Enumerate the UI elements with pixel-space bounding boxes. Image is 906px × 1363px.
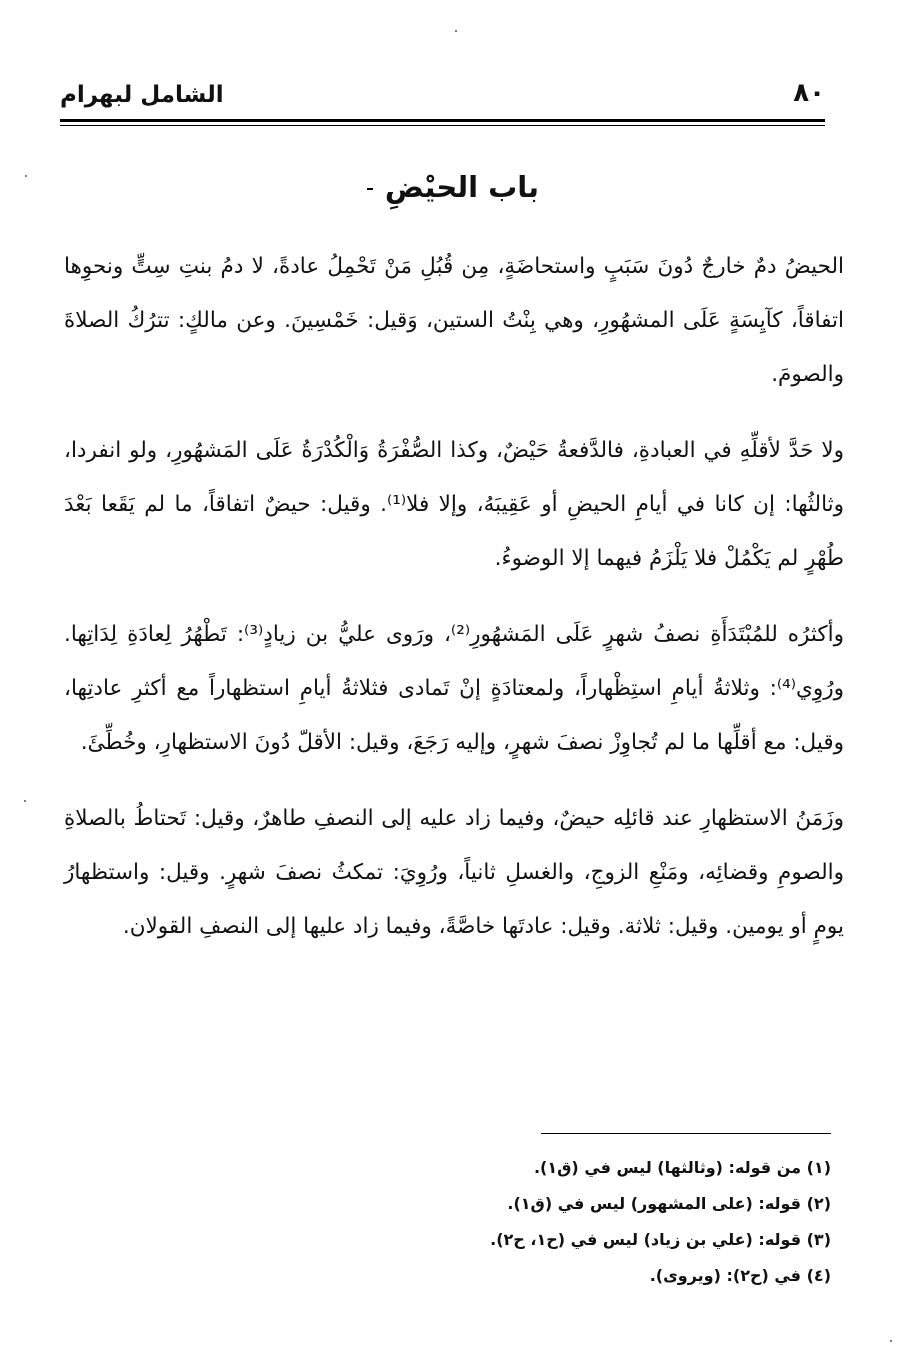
paragraph: ولا حَدَّ لأقلِّهِ في العبادةِ، فالدَّفعةُ حَيْضٌ، وكذا الصُّفْرَةُ وَالْكُدْرَةُ عَلَى المَشهُورِ، ولو انفردا، وثالثُها: إن كانا في أيامِ الحيضِ أو عَقِيبَهُ، وإلا فلا⁽¹⁾. وقيل: حيضٌ اتفاقاً، ما لم يَقَعا بَعْدَ طُهْرٍ لم يَكْمُلْ فلا يَلْزَمُ فيهما إلا الوضوءُ. (64, 438, 844, 571)
scan-speck (890, 1340, 892, 1342)
header-rule-thin (60, 125, 825, 126)
scan-speck (24, 800, 26, 802)
header-rule-thick (60, 119, 825, 122)
chapter-title (0, 170, 906, 204)
paragraph: وأكثرُه للمُبْتَدَأَةِ نصفُ شهرٍ عَلَى المَشهُورِ⁽²⁾، ورَوى عليُّ بن زيادٍ⁽³⁾: تَطْهُرُ لِعادَةِ لِدَاتِها. ورُوِي⁽⁴⁾: وثلاثةُ أيامِ استِظْهاراً، ولمعتادَةٍ إنْ تَمادى فثلاثةُ أيامِ استظهاراً مع أكثرِ عادتِها، وقيل: مع أقلِّها ما لم تُجاوِزْ نصفَ شهرٍ، وإليه رَجَعَ، وقيل: الأقلّ دُونَ الاستظهارِ، وخُطِّئَ. (64, 622, 844, 755)
chapter-title-text: باب الحيْضِ (384, 170, 540, 204)
footnote: (٢) قوله: (على المشهور) ليس في (ق١). (507, 1194, 831, 1213)
scan-speck (25, 175, 27, 177)
main-text (64, 240, 844, 976)
footnotes (71, 1150, 831, 1294)
paragraph: الحيضُ دمٌ خارجٌ دُونَ سَبَبٍ واستحاضَةٍ، مِن قُبُلِ مَنْ تَحْمِلُ عادةً، لا دمُ بنتِ سِتٍّ ونحوِها اتفاقاً، كآيِسَةٍ عَلَى المشهُورِ، وهي بِنْتُ الستين، وَقيل: خَمْسِينَ. وعن مالكٍ: تترُكُ الصلاةَ والصومَ. (64, 254, 844, 387)
footnote: (١) من قوله: (وثالثها) ليس في (ق١). (533, 1158, 831, 1177)
page-number: ٨٠ (793, 78, 825, 108)
footnote-separator (541, 1133, 831, 1134)
scan-speck (455, 30, 457, 32)
running-title: الشامل لبهرام (60, 82, 224, 108)
page-header (60, 78, 825, 118)
title-dash (367, 188, 373, 190)
footnote: (٣) قوله: (علي بن زياد) ليس في (ح١، ح٢). (490, 1230, 831, 1249)
paragraph: وزَمَنُ الاستظهارِ عند قائلِه حيضٌ، وفيما زاد عليه إلى النصفِ طاهرٌ، وقيل: تَحتاطُ بالصلاةِ والصومِ وقضائِه، ومَنْعِ الزوجِ، والغسلِ ثانياً، ورُوِيَ: تمكثُ نصفَ شهرٍ. وقيل: واستظهارُ يومٍ أو يومين. وقيل: ثلاثة. وقيل: عادتَها خاصَّةً، وفيما زاد عليها إلى النصفِ القولان. (64, 806, 844, 939)
footnote: (٤) في (ح٢): (ويروى). (649, 1266, 831, 1285)
